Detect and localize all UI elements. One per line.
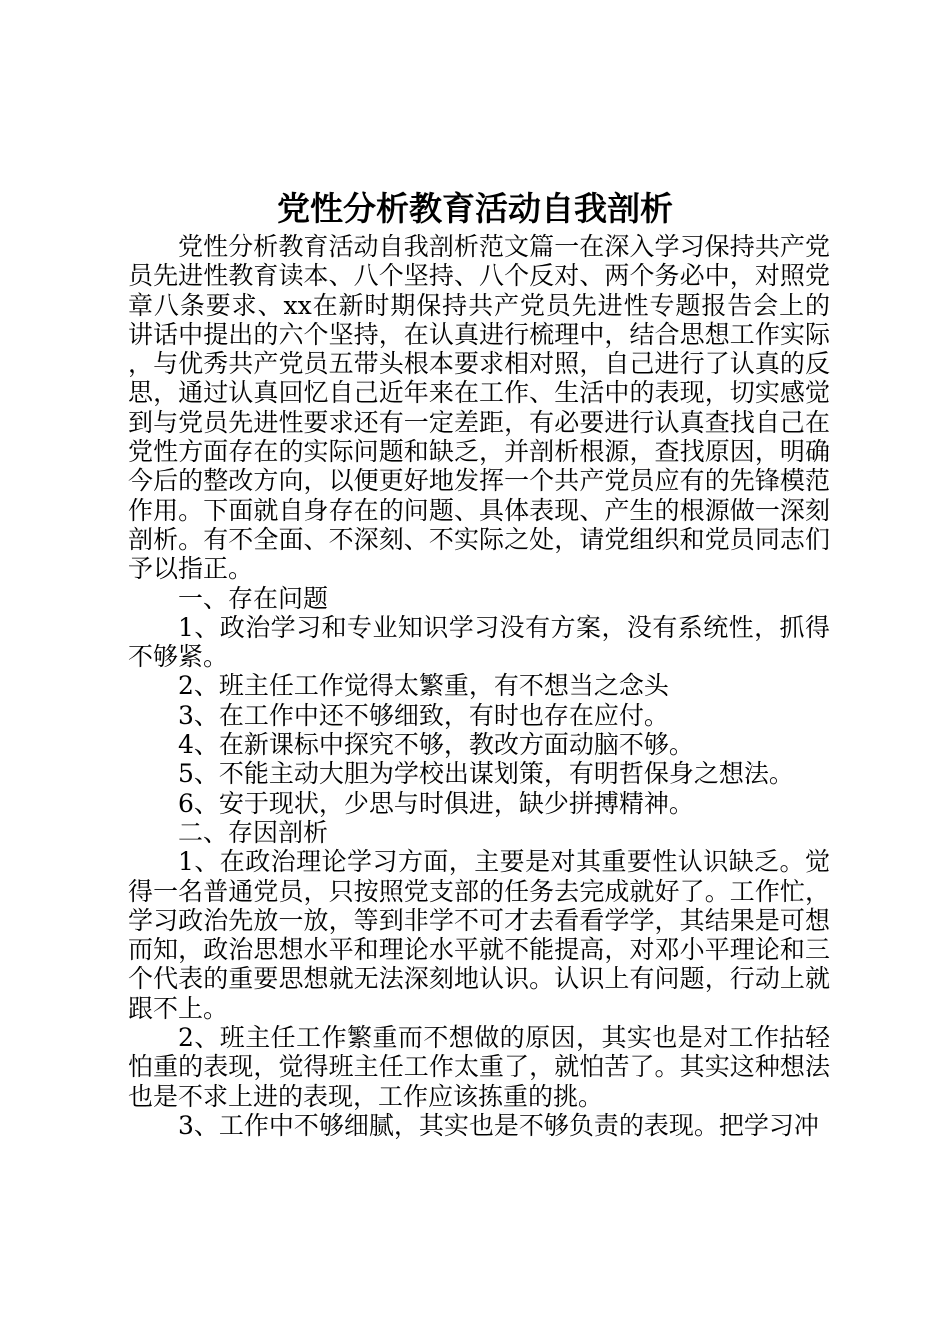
paragraph-problem-1: 1、政治学习和专业知识学习没有方案，没有系统性，抓得不够紧。 — [128, 612, 830, 672]
paragraph-analysis-3: 3、工作中不够细腻，其实也是不够负责的表现。把学习冲 — [178, 1110, 819, 1140]
paragraph-problem-5: 5、不能主动大胆为学校出谋划策，有明哲保身之想法。 — [178, 759, 794, 789]
paragraph-intro: 党性分析教育活动自我剖析范文篇一在深入学习保持共产党员先进性教育读本、八个坚持、八个反对、两个务必中，对照党章八条要求、xx在新时期保持共产党员先进性专题报告会上的讲话中提出的六个坚持，在认真进行梳理中，结合思想工作实际，与优秀共产党员五带头根本要求相对照，自己进行了认真的反思，通过认真回忆自己近年来在工作、生活中的表现，切实感觉到与党员先进性要求还有一定差距，有必要进行认真查找自己在党性方面存在的实际问题和缺乏，并剖析根源，查找原因，明确今后的整改方向，以便更好地发挥一个共产党员应有的先锋模范作用。下面就自身存在的问题、具体表现、产生的根源做一深刻剖析。有不全面、不深刻、不实际之处，请党组织和党员同志们予以指正。 — [128, 232, 830, 584]
document-body — [128, 232, 830, 1140]
section-heading-problems: 一、存在问题 — [178, 583, 329, 613]
paragraph-problem-6: 6、安于现状，少思与时俱进，缺少拼搏精神。 — [178, 788, 694, 818]
paragraph-problem-4: 4、在新课标中探究不够，教改方面动脑不够。 — [178, 730, 694, 760]
section-heading-analysis: 二、存因剖析 — [178, 817, 329, 847]
paragraph-problem-3: 3、在工作中还不够细致，有时也存在应付。 — [178, 700, 669, 730]
document-title: 党性分析教育活动自我剖析 — [277, 189, 673, 228]
paragraph-problem-2: 2、班主任工作觉得太繁重，有不想当之念头 — [178, 671, 669, 701]
paragraph-analysis-1: 1、在政治理论学习方面，主要是对其重要性认识缺乏。觉得一名普通党员，只按照党支部的任务去完成就好了。工作忙，学习政治先放一放，等到非学不可才去看看学学，其结果是可想而知，政治思想水平和理论水平就不能提高，对邓小平理论和三个代表的重要思想就无法深刻地认识。认识上有问题，行动上就跟不上。 — [128, 847, 830, 1023]
paragraph-analysis-2: 2、班主任工作繁重而不想做的原因，其实也是对工作拈轻怕重的表现，觉得班主任工作太重了，就怕苦了。其实这种想法也是不求上进的表现，工作应该拣重的挑。 — [128, 1023, 830, 1111]
